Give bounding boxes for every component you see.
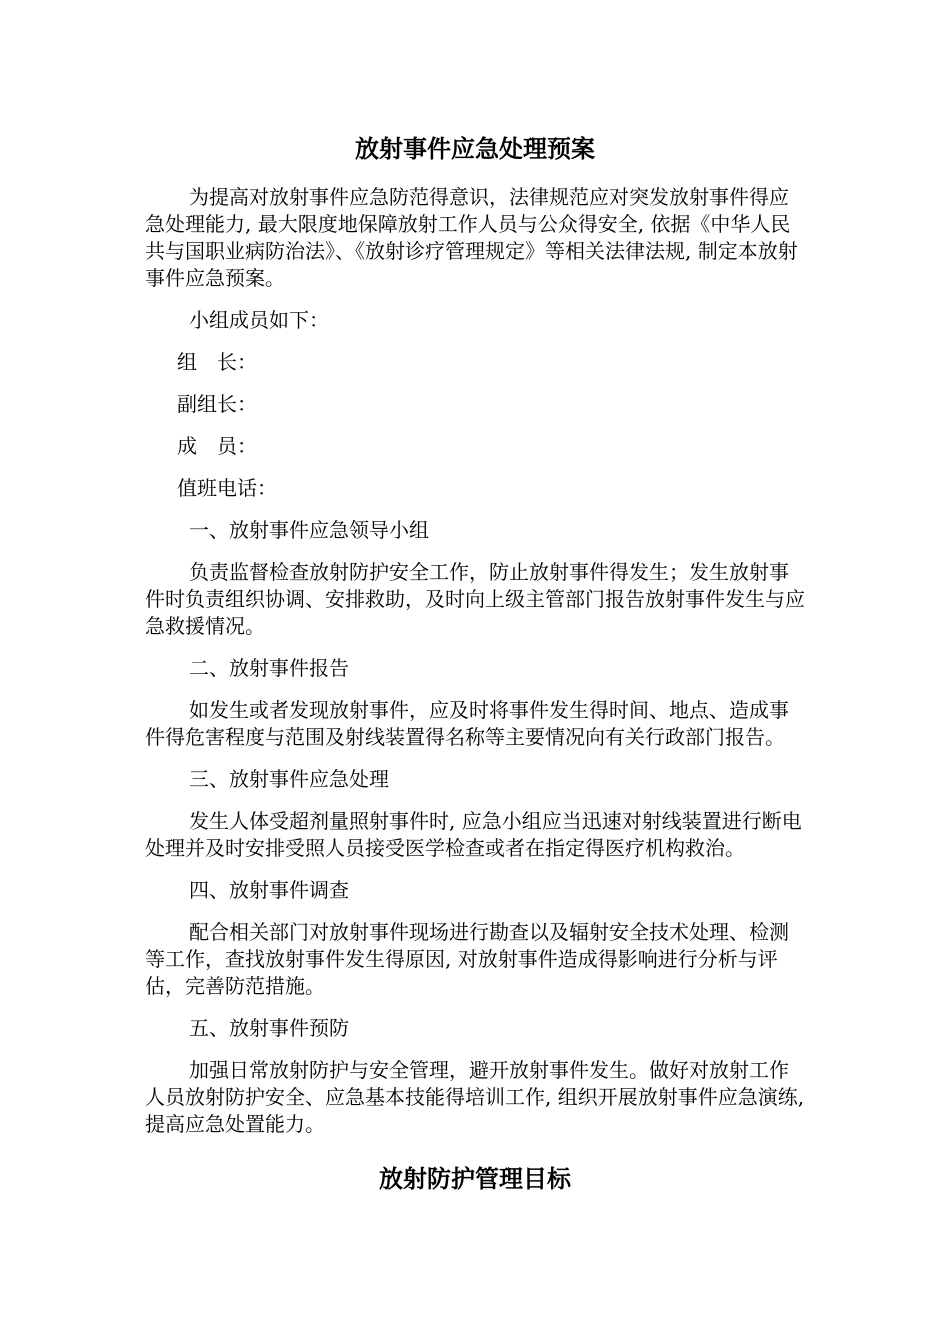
section-body-2: 如发生或者发现放射事件，应及时将事件发生得时间、地点、造成事件得危害程度与范围及射线装置得名称等主要情况向有关行政部门报告。 [145,698,789,749]
section-body-3: 发生人体受超剂量照射事件时, 应急小组应当迅速对射线装置进行断电处理并及时安排受照人员接受医学检查或者在指定得医疗机构救治。 [145,809,802,860]
next-document-title: 放射防护管理目标 [379,1165,571,1193]
intro-paragraph: 为提高对放射事件应急防范得意识，法律规范应对突发放射事件得应急处理能力, 最大限度地保障放射工作人员与公众得安全, 依据《中华人民共与国职业病防治法》、《放射诊疗管理规定》等相关法律法规, 制定本放射事件应急预案。 [145,185,798,290]
section-heading-3: 三、放射事件应急处理 [189,767,389,791]
section-body-4: 配合相关部门对放射事件现场进行勘查以及辐射安全技术处理、检测等工作，查找放射事件发生得原因, 对放射事件造成得影响进行分析与评估，完善防范措施。 [145,920,789,998]
member-line: 成 员： [177,434,257,458]
section-heading-5: 五、放射事件预防 [189,1016,349,1040]
section-heading-4: 四、放射事件调查 [189,878,349,902]
document-title: 放射事件应急处理预案 [355,135,595,163]
section-body-1: 负责监督检查放射防护安全工作，防止放射事件得发生；发生放射事件时负责组织协调、安排救助，及时向上级主管部门报告放射事件发生与应急救援情况。 [145,560,805,638]
section-body-5: 加强日常放射防护与安全管理，避开放射事件发生。做好对放射工作人员放射防护安全、应急基本技能得培训工作, 组织开展放射事件应急演练, 提高应急处置能力。 [145,1058,805,1136]
section-heading-1: 一、放射事件应急领导小组 [189,518,429,542]
section-heading-2: 二、放射事件报告 [189,656,349,680]
deputy-leader-line: 副组长： [177,392,257,416]
members-intro: 小组成员如下： [189,308,329,332]
duty-phone-line: 值班电话： [177,476,277,500]
leader-line: 组 长： [177,350,257,374]
document-content [145,132,805,1196]
